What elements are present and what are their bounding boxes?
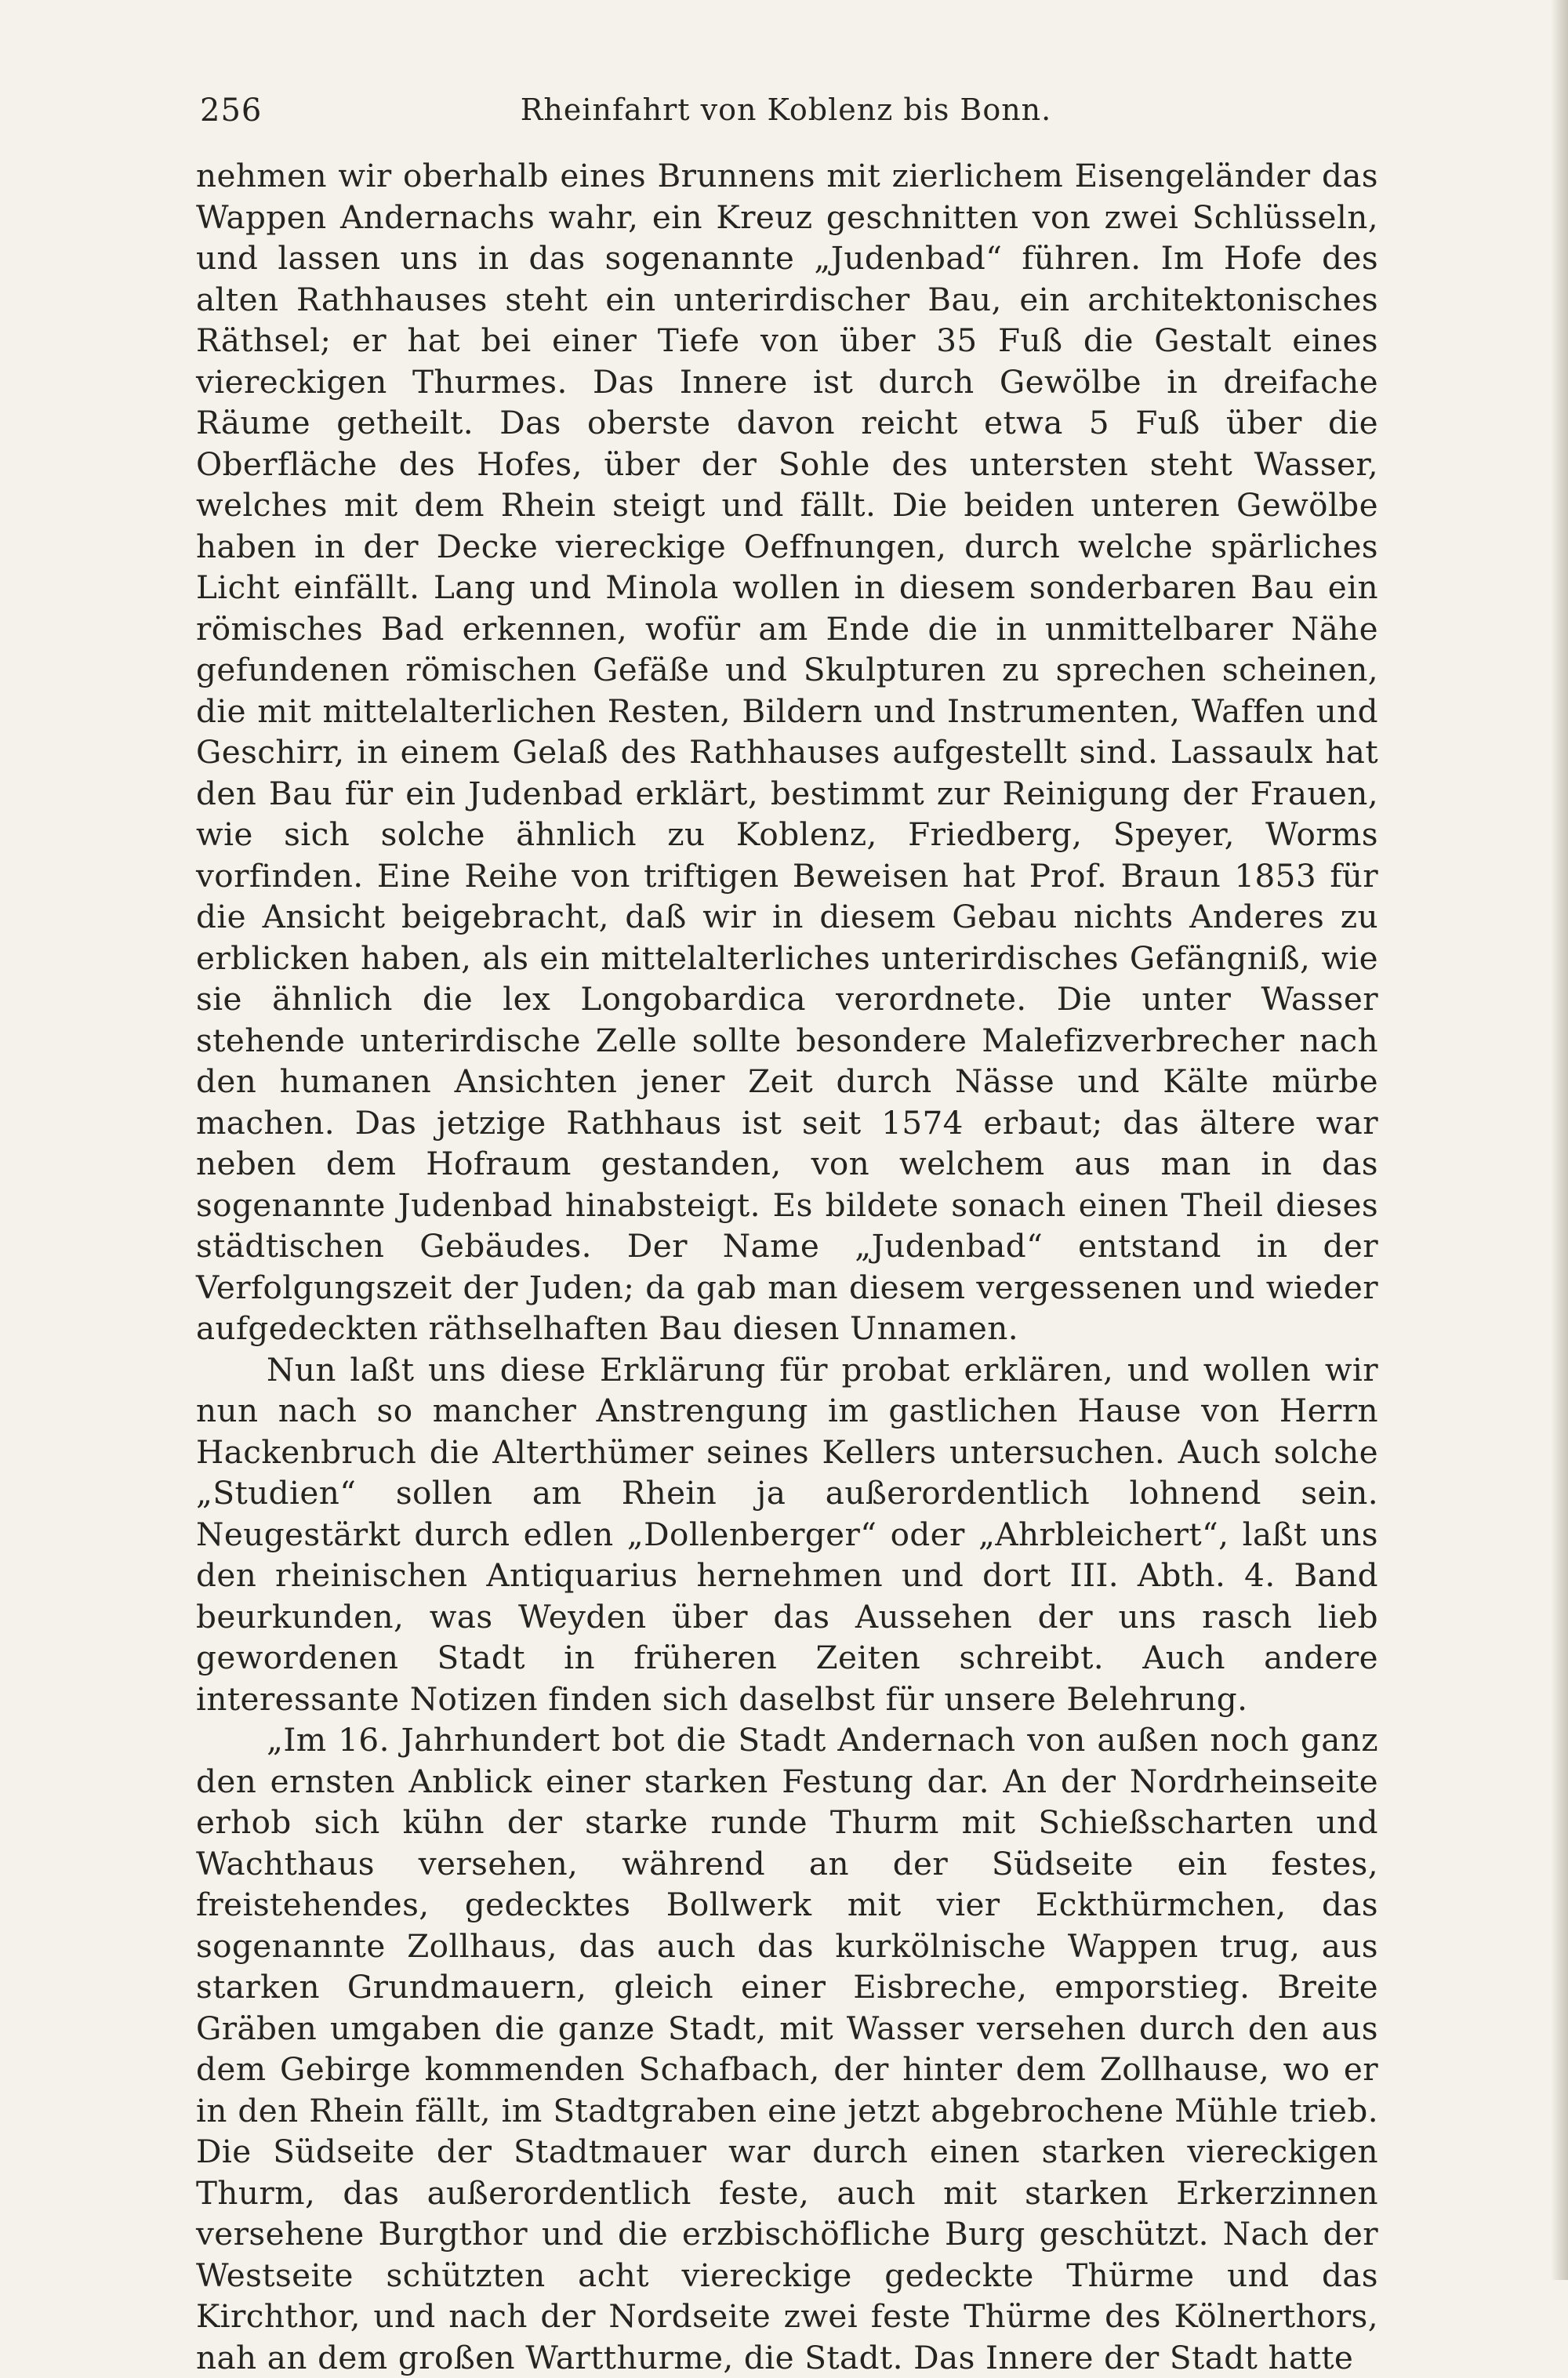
body-text	[196, 155, 1378, 2378]
paragraph: Nun laßt uns diese Erklärung für probat erklären, und wollen wir nun nach so mancher Anstrengung im gastlichen Hause von Herrn Hackenbruch die Alterthümer seines Kellers untersuchen. Auch solche „Studien“ sollen am Rhein ja außerordentlich lohnend sein. Neugestärkt durch edlen „Dollenberger“ oder „Ahrbleichert“, laßt uns den rheinischen Antiquarius hernehmen und dort III. Abth. 4. Band beurkunden, was Weyden über das Aussehen der uns rasch lieb gewordenen Stadt in früheren Zeiten schreibt. Auch andere interessante Notizen finden sich daselbst für unsere Belehrung.	[196, 1350, 1378, 1718]
paragraph: „Im 16. Jahrhundert bot die Stadt Andernach von außen noch ganz den ernsten Anblick einer starken Festung dar. An der Nordrheinseite erhob sich kühn der starke runde Thurm mit Schießscharten und Wachthaus versehen, während an der Südseite ein festes, freistehendes, gedecktes Bollwerk mit vier Eckthürmchen, das sogenannte Zollhaus, das auch das kurkölnische Wappen trug, aus starken Grundmauern, gleich einer Eisbreche, emporstieg. Breite Gräben umgaben die ganze Stadt, mit Wasser versehen durch den aus dem Gebirge kommenden Schafbach, der hinter dem Zollhause, wo er in den Rhein fällt, im Stadtgraben eine jetzt abgebrochene Mühle trieb. Die Südseite der Stadtmauer war durch einen starken viereckigen Thurm, das außerordentlich feste, auch mit starken Erkerzinnen versehene Burgthor und die erzbischöfliche Burg geschützt. Nach der Westseite schützten acht viereckige gedeckte Thürme und das Kirchthor, und nach der Nordseite zwei feste Thürme des Kölnerthors, nah an dem großen Wartthurme, die Stadt. Das Innere der Stadt hatte	[196, 1721, 1378, 2376]
paragraph: nehmen wir oberhalb eines Brunnens mit zierlichem Eisengeländer das Wappen Andernachs wahr, ein Kreuz geschnitten von zwei Schlüsseln, und lassen uns in das sogenannte „Judenbad“ führen. Im Hofe des alten Rathhauses steht ein unterirdischer Bau, ein architektonisches Räthsel; er hat bei einer Tiefe von über 35 Fuß die Gestalt eines viereckigen Thurmes. Das Innere ist durch Gewölbe in dreifache Räume getheilt. Das oberste davon reicht etwa 5 Fuß über die Oberfläche des Hofes, über der Sohle des untersten steht Wasser, welches mit dem Rhein steigt und fällt. Die beiden unteren Gewölbe haben in der Decke viereckige Oeffnungen, durch welche spärliches Licht einfällt. Lang und Minola wollen in diesem sonderbaren Bau ein römisches Bad erkennen, wofür am Ende die in unmittelbarer Nähe gefundenen römischen Gefäße und Skulpturen zu sprechen scheinen, die mit mittelalterlichen Resten, Bildern und Instrumenten, Waffen und Geschirr, in einem Gelaß des Rathhauses aufgestellt sind. Lassaulx hat den Bau für ein Judenbad erklärt, bestimmt zur Reinigung der Frauen, wie sich solche ähnlich zu Koblenz, Friedberg, Speyer, Worms vorfinden. Eine Reihe von triftigen Beweisen hat Prof. Braun 1853 für die Ansicht beigebracht, daß wir in diesem Gebau nichts Anderes zu erblicken haben, als ein mittelalterliches unterirdisches Gefängniß, wie sie ähnlich die lex Longobardica verordnete. Die unter Wasser stehende unterirdische Zelle sollte besondere Malefizverbrecher nach den humanen Ansichten jener Zeit durch Nässe und Kälte mürbe machen. Das jetzige Rathhaus ist seit 1574 erbaut; das ältere war neben dem Hofraum gestanden, von welchem aus man in das sogenannte Judenbad hinabsteigt. Es bildete sonach einen Theil dieses städtischen Gebäudes. Der Name „Judenbad“ entstand in der Verfolgungszeit der Juden; da gab man diesem vergessenen und wieder aufgedeckten räthselhaften Bau diesen Unnamen.	[196, 157, 1378, 1347]
page-number: 256	[200, 93, 263, 129]
running-head: Rheinfahrt von Koblenz bis Bonn.	[520, 93, 1052, 127]
page-header	[200, 93, 1372, 140]
page-edge-shadow	[1551, 0, 1568, 2280]
